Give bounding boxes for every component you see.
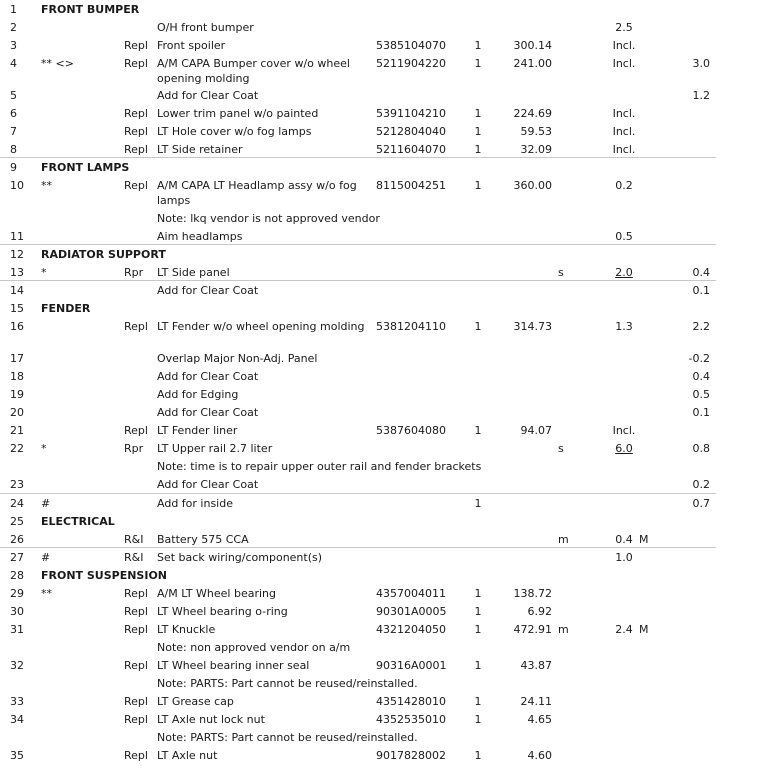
part-price: 24.11 — [520, 695, 552, 708]
labor-type-flag: s — [558, 266, 564, 279]
line-note: Note: non approved vendor on a/m — [157, 641, 351, 654]
labor-hours: 2.0 — [615, 266, 633, 279]
quantity: 1 — [474, 749, 482, 762]
line-number: 14 — [10, 284, 24, 297]
part-price: 4.60 — [527, 749, 552, 762]
part-number: 4357004011 — [376, 587, 446, 600]
part-number: 5387604080 — [376, 424, 446, 437]
paint-hours: 0.4 — [692, 370, 710, 383]
section-title: RADIATOR SUPPORT — [41, 248, 166, 261]
line-description: Add for Clear Coat — [157, 89, 259, 102]
part-number: 5212804040 — [376, 125, 446, 138]
line-description: LT Axle nut lock nut — [157, 713, 265, 726]
part-number: 5211604070 — [376, 143, 446, 156]
operation-code: Repl — [124, 695, 148, 708]
labor-hours: Incl. — [612, 143, 636, 156]
line-number: 2 — [10, 21, 17, 34]
line-number: 4 — [10, 57, 17, 70]
paint-hours: 3.0 — [692, 57, 710, 70]
labor-flag: M — [639, 533, 649, 546]
part-number: 90301A0005 — [376, 605, 447, 618]
quantity: 1 — [474, 107, 482, 120]
labor-hours: 2.5 — [615, 21, 633, 34]
labor-type-flag: s — [558, 442, 564, 455]
part-price: 360.00 — [513, 179, 552, 192]
paint-hours: 1.2 — [692, 89, 710, 102]
line-number: 1 — [10, 3, 17, 16]
line-number: 15 — [10, 302, 24, 315]
labor-hours: 1.3 — [615, 320, 633, 333]
line-number: 22 — [10, 442, 24, 455]
section-divider — [0, 493, 716, 494]
part-number: 9017828002 — [376, 749, 446, 762]
paint-hours: 0.2 — [692, 478, 710, 491]
part-number: 5391104210 — [376, 107, 446, 120]
line-number: 13 — [10, 266, 24, 279]
quantity: 1 — [474, 179, 482, 192]
operation-code: Repl — [124, 57, 148, 70]
operation-code: Repl — [124, 587, 148, 600]
line-number: 11 — [10, 230, 24, 243]
line-number: 27 — [10, 551, 24, 564]
line-description: A/M CAPA LT Headlamp assy w/o fog lamps — [157, 179, 357, 207]
line-number: 35 — [10, 749, 24, 762]
part-number: 5211904220 — [376, 57, 446, 70]
line-description: LT Wheel bearing inner seal — [157, 659, 310, 672]
quantity: 1 — [474, 587, 482, 600]
quantity: 1 — [474, 713, 482, 726]
line-number: 19 — [10, 388, 24, 401]
part-price: 300.14 — [513, 39, 552, 52]
line-note: Note: lkq vendor is not approved vendor — [157, 212, 380, 225]
paint-hours: 0.7 — [692, 497, 710, 510]
labor-hours: 0.5 — [615, 230, 633, 243]
quantity: 1 — [474, 424, 482, 437]
section-title: FRONT LAMPS — [41, 161, 130, 174]
section-title: FENDER — [41, 302, 91, 315]
line-number: 23 — [10, 478, 24, 491]
line-description: LT Fender liner — [157, 424, 238, 437]
part-price: 138.72 — [513, 587, 552, 600]
quantity: 1 — [474, 659, 482, 672]
line-number: 24 — [10, 497, 24, 510]
line-description: Add for Clear Coat — [157, 406, 259, 419]
line-description: LT Fender w/o wheel opening molding — [157, 320, 365, 333]
operation-code: Repl — [124, 39, 148, 52]
part-number: 90316A0001 — [376, 659, 447, 672]
line-number: 26 — [10, 533, 24, 546]
line-number: 33 — [10, 695, 24, 708]
paint-hours: 0.5 — [692, 388, 710, 401]
operation-code: Repl — [124, 749, 148, 762]
line-number: 17 — [10, 352, 24, 365]
part-price: 94.07 — [520, 424, 552, 437]
line-description: LT Upper rail 2.7 liter — [157, 442, 273, 455]
labor-hours: 2.4 — [615, 623, 633, 636]
line-description: LT Wheel bearing o-ring — [157, 605, 288, 618]
part-price: 472.91 — [513, 623, 552, 636]
line-number: 9 — [10, 161, 17, 174]
line-number: 16 — [10, 320, 24, 333]
line-marker: ** — [41, 179, 52, 192]
labor-hours: Incl. — [612, 57, 636, 70]
labor-flag: M — [639, 623, 649, 636]
labor-hours: Incl. — [612, 424, 636, 437]
operation-code: Repl — [124, 107, 148, 120]
line-number: 34 — [10, 713, 24, 726]
line-description: Overlap Major Non-Adj. Panel — [157, 352, 318, 365]
line-number: 20 — [10, 406, 24, 419]
line-marker: # — [41, 497, 51, 510]
section-title: FRONT SUSPENSION — [41, 569, 168, 582]
line-description: O/H front bumper — [157, 21, 254, 34]
line-marker: * — [41, 266, 47, 279]
line-number: 7 — [10, 125, 17, 138]
line-marker: ** <> — [41, 57, 74, 70]
quantity: 1 — [474, 695, 482, 708]
operation-code: Repl — [124, 143, 148, 156]
labor-hours: 1.0 — [615, 551, 633, 564]
part-number: 5385104070 — [376, 39, 446, 52]
part-price: 224.69 — [513, 107, 552, 120]
line-note: Note: time is to repair upper outer rail and fender brackets — [157, 460, 482, 473]
line-number: 30 — [10, 605, 24, 618]
line-number: 29 — [10, 587, 24, 600]
labor-hours: 6.0 — [615, 442, 633, 455]
line-description: LT Axle nut — [157, 749, 218, 762]
labor-hours: Incl. — [612, 125, 636, 138]
part-price: 241.00 — [513, 57, 552, 70]
quantity: 1 — [474, 125, 482, 138]
line-number: 8 — [10, 143, 17, 156]
labor-hours: 0.4 — [615, 533, 633, 546]
operation-code: R&I — [124, 551, 144, 564]
paint-hours: 0.8 — [692, 442, 710, 455]
paint-hours: 0.1 — [692, 284, 710, 297]
labor-type-flag: m — [558, 623, 569, 636]
line-number: 21 — [10, 424, 24, 437]
section-divider — [0, 280, 716, 281]
labor-hours: Incl. — [612, 39, 636, 52]
line-description: Set back wiring/component(s) — [157, 551, 323, 564]
part-price: 6.92 — [527, 605, 552, 618]
line-number: 28 — [10, 569, 24, 582]
part-number: 4321204050 — [376, 623, 446, 636]
line-description: Add for Edging — [157, 388, 239, 401]
section-divider — [0, 547, 716, 548]
labor-hours: Incl. — [612, 107, 636, 120]
part-price: 43.87 — [520, 659, 552, 672]
line-number: 32 — [10, 659, 24, 672]
line-description: Front spoiler — [157, 39, 226, 52]
quantity: 1 — [474, 320, 482, 333]
line-description: Add for Clear Coat — [157, 370, 259, 383]
line-description: A/M LT Wheel bearing — [157, 587, 277, 600]
quantity: 1 — [474, 57, 482, 70]
part-number: 4352535010 — [376, 713, 446, 726]
part-price: 314.73 — [513, 320, 552, 333]
line-number: 18 — [10, 370, 24, 383]
line-number: 31 — [10, 623, 24, 636]
part-number: 4351428010 — [376, 695, 446, 708]
line-description: A/M CAPA Bumper cover w/o wheel opening molding — [157, 57, 350, 85]
operation-code: Repl — [124, 424, 148, 437]
operation-code: Repl — [124, 623, 148, 636]
operation-code: Repl — [124, 179, 148, 192]
line-description: LT Grease cap — [157, 695, 234, 708]
line-description: Lower trim panel w/o painted — [157, 107, 319, 120]
line-description: Battery 575 CCA — [157, 533, 249, 546]
quantity: 1 — [474, 143, 482, 156]
line-number: 25 — [10, 515, 24, 528]
line-note: Note: PARTS: Part cannot be reused/reinstalled. — [157, 731, 418, 744]
line-description: Aim headlamps — [157, 230, 243, 243]
line-description: LT Hole cover w/o fog lamps — [157, 125, 312, 138]
quantity: 1 — [474, 623, 482, 636]
operation-code: Repl — [124, 659, 148, 672]
quantity: 1 — [474, 497, 482, 510]
line-marker: # — [41, 551, 51, 564]
line-description: Add for inside — [157, 497, 233, 510]
line-description: Add for Clear Coat — [157, 284, 259, 297]
labor-type-flag: m — [558, 533, 569, 546]
line-description: Add for Clear Coat — [157, 478, 259, 491]
line-description: LT Knuckle — [157, 623, 216, 636]
line-description: LT Side panel — [157, 266, 230, 279]
operation-code: Repl — [124, 320, 148, 333]
section-title: ELECTRICAL — [41, 515, 115, 528]
paint-hours: 0.4 — [692, 266, 710, 279]
line-marker: ** — [41, 587, 52, 600]
part-number: 8115004251 — [376, 179, 446, 192]
labor-hours: 0.2 — [615, 179, 633, 192]
line-number: 6 — [10, 107, 17, 120]
line-number: 5 — [10, 89, 17, 102]
section-divider — [0, 157, 716, 158]
section-title: FRONT BUMPER — [41, 3, 140, 16]
part-price: 32.09 — [520, 143, 552, 156]
line-number: 3 — [10, 39, 17, 52]
quantity: 1 — [474, 605, 482, 618]
section-divider — [0, 244, 716, 245]
line-marker: * — [41, 442, 47, 455]
operation-code: Repl — [124, 125, 148, 138]
operation-code: Rpr — [124, 442, 144, 455]
paint-hours: -0.2 — [688, 352, 710, 365]
part-price: 4.65 — [527, 713, 552, 726]
operation-code: Repl — [124, 713, 148, 726]
part-price: 59.53 — [520, 125, 552, 138]
operation-code: R&I — [124, 533, 144, 546]
paint-hours: 0.1 — [692, 406, 710, 419]
line-note: Note: PARTS: Part cannot be reused/reinstalled. — [157, 677, 418, 690]
paint-hours: 2.2 — [692, 320, 710, 333]
line-number: 12 — [10, 248, 24, 261]
part-number: 5381204110 — [376, 320, 446, 333]
line-description: LT Side retainer — [157, 143, 243, 156]
quantity: 1 — [474, 39, 482, 52]
operation-code: Rpr — [124, 266, 144, 279]
line-number: 10 — [10, 179, 24, 192]
operation-code: Repl — [124, 605, 148, 618]
